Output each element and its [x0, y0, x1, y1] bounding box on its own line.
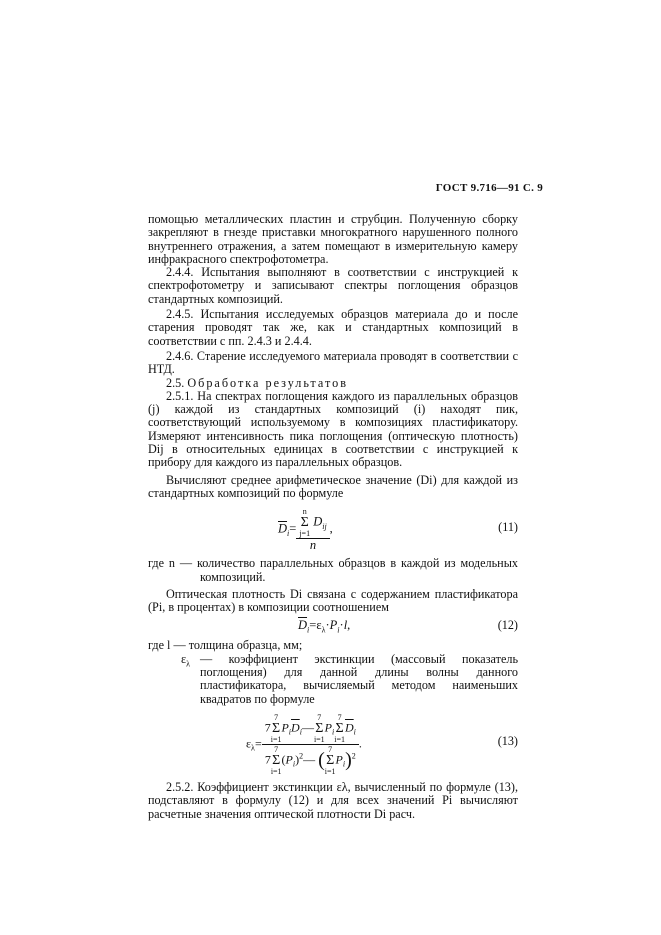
section-heading	[148, 377, 518, 390]
formula-11-number: (11)	[498, 520, 518, 535]
formula-13-number: (13)	[497, 733, 518, 748]
paragraph-2-5-1: 2.5.1. На спектрах поглощения каждого из параллельных образцов (j) каждой из стандартных композиций (i) находят пик, соответствующий используемому в композициях пластификатору. Измеряют интенсивность пика поглощения (оптическую плотность) Dij в относительных единицах в соответствии с инструкцией к прибору для каждого из параллельных образцов.	[148, 388, 518, 470]
paragraph-continuation: помощью металлических пластин и струбцин. Полученную сборку закрепляют в гнезде приставки многократного нарушенного полного внутреннего отражения, а затем помещают в измерительную камеру инфракрасного спектрофотометра.	[148, 212, 518, 266]
definition-epsilon	[148, 653, 518, 706]
formula-12-number: (12)	[497, 618, 518, 633]
paragraph-optical-density: Оптическая плотность Di связана с содержанием пластификатора (Pi, в процентах) в композиции соотношением	[148, 586, 518, 615]
definition-n: где n — количество параллельных образцов в каждой из модельных композиций.	[148, 556, 518, 584]
section-number: 2.5.	[166, 375, 185, 390]
formula-13-expression: $\varepsilon_\lambda=$ 77 Σ $i=1P_i\overline{D}_i—7$ Σ $i=1P_i7$ Σ $i=1\overline{D}_i$ 77 Σ $i=1(P_i)^2—$ ( 7 Σ $i=1P_i)^2$ .	[246, 712, 362, 776]
paragraph-2-4-6: 2.4.6. Старение исследуемого материала проводят в соответствии с НТД.	[148, 348, 518, 377]
body-text	[148, 213, 518, 821]
epsilon-symbol: $\varepsilon_\lambda$	[181, 651, 191, 669]
paragraph-mean-intro: Вычисляют среднее арифметическое значение (Di) для каждой из стандартных композиций по формуле	[148, 472, 518, 500]
formula-11	[148, 503, 518, 555]
formula-11-expression: $\overline{D}_i=$ n Σ j=1 $D_{ij}$ n ,	[278, 507, 333, 553]
paragraph-2-4-5: 2.4.5. Испытания исследуемых образцов материала до и после старения проводят так же, как и стандартных композиций в соответствии с пп. 2.4.3 и 2.4.4.	[148, 307, 518, 348]
formula-13	[148, 709, 518, 779]
formula-12	[148, 617, 518, 637]
formula-12-expression: $\overline{D}_i=\varepsilon_\lambda\cdot P_i\cdot l$,	[298, 618, 351, 635]
running-head: ГОСТ 9.716—91 С. 9	[435, 182, 543, 194]
definition-l: где l — толщина образца, мм;	[148, 638, 303, 653]
definition-epsilon-text: — коэффициент экстинкции (массовый показатель поглощения) для данной длины волны данного пластификатора, вычисляемый методом наименьших квадратов по формуле	[200, 651, 518, 706]
section-title: Обработка результатов	[187, 375, 349, 390]
paragraph-2-4-4: 2.4.4. Испытания выполняют в соответствии с инструкцией к спектрофотометру и записывают спектры поглощения образцов стандартных композиций.	[148, 265, 518, 306]
paragraph-2-5-2: 2.5.2. Коэффициент экстинкции ελ, вычисленный по формуле (13), подставляют в формулу (12) и для всех значений Pi вычисляют расчетные значения оптической плотности Di расч.	[148, 779, 518, 821]
